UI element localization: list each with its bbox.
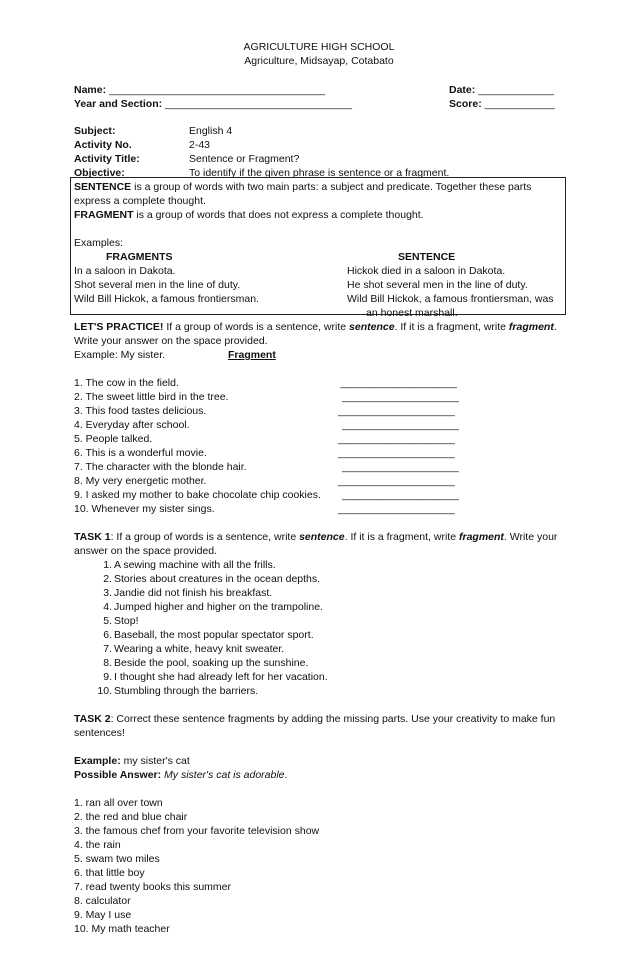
task1-item: I thought she had already left for her vacation. — [114, 671, 328, 683]
task2-item: 4. the rain — [74, 839, 121, 851]
task1-item: Stumbling through the barriers. — [114, 685, 259, 697]
subject-label: Subject: — [74, 125, 116, 137]
objective-label: Objective: — [74, 167, 125, 179]
answer-blank[interactable]: ____________________ — [338, 447, 455, 459]
task2-item: 5. swam two miles — [74, 853, 160, 865]
task2-example: Example: my sister's cat — [74, 755, 190, 767]
task1-item: Baseball, the most popular spectator sport. — [114, 629, 314, 641]
practice-instructions: LET'S PRACTICE! If a group of words is a sentence, write sentence. If it is a fragment, write fragment. — [74, 321, 557, 333]
sentence-example: Hickok died in a saloon in Dakota. — [347, 265, 506, 277]
task1-item: Beside the pool, soaking up the sunshine. — [114, 657, 309, 669]
practice-item: 10. Whenever my sister sings. — [74, 503, 215, 515]
activity-title-label: Activity Title: — [74, 153, 140, 165]
activity-no-value: 2-43 — [189, 139, 211, 151]
task2-item: 7. read twenty books this summer — [74, 881, 231, 893]
task2-item: 1. ran all over town — [74, 797, 163, 809]
answer-blank[interactable]: ____________________ — [338, 433, 455, 445]
practice-item: 4. Everyday after school. — [74, 419, 190, 431]
answer-blank[interactable]: ____________________ — [338, 405, 455, 417]
sentence-example: Wild Bill Hickok, a famous frontiersman, was — [347, 293, 554, 305]
name-field[interactable]: Name: _____________________________________ — [74, 84, 326, 96]
subject-value: English 4 — [189, 125, 233, 137]
task1-instructions: TASK 1: If a group of words is a sentence, write sentence. If it is a fragment, write fragment. Write your — [74, 531, 558, 543]
answer-blank[interactable]: ____________________ — [342, 461, 459, 473]
objective-value: To identify if the given phrase is sentence or a fragment. — [189, 167, 450, 179]
answer-blank[interactable]: ____________________ — [342, 391, 459, 403]
practice-item: 2. The sweet little bird in the tree. — [74, 391, 229, 403]
fragment-example: Shot several men in the line of duty. — [74, 279, 241, 291]
answer-blank[interactable]: ____________________ — [342, 419, 459, 431]
task1-item-number: 5. — [103, 615, 112, 627]
practice-item: 9. I asked my mother to bake chocolate chip cookies. — [74, 489, 321, 501]
practice-instructions-cont: Write your answer on the space provided. — [74, 335, 268, 347]
school-address: Agriculture, Midsayap, Cotabato — [244, 55, 394, 67]
task1-item-number: 3. — [103, 587, 112, 599]
task1-item: Stories about creatures in the ocean depths. — [114, 573, 321, 585]
answer-blank[interactable]: ____________________ — [340, 377, 457, 389]
task1-item-number: 10. — [97, 685, 112, 697]
examples-label: Examples: — [74, 237, 124, 249]
task2-item: 8. calculator — [74, 895, 131, 907]
answer-blank[interactable]: ____________________ — [338, 475, 455, 487]
practice-item: 5. People talked. — [74, 433, 153, 445]
task1-item: A sewing machine with all the frills. — [114, 559, 276, 571]
task2-item: 10. My math teacher — [74, 923, 170, 935]
task1-item-number: 7. — [103, 643, 112, 655]
task1-item: Stop! — [114, 615, 139, 627]
fragment-example: Wild Bill Hickok, a famous frontiersman. — [74, 293, 259, 305]
task1-item-number: 4. — [103, 601, 112, 613]
task1-item: Jumped higher and higher on the trampoline. — [114, 601, 323, 613]
practice-item: 8. My very energetic mother. — [74, 475, 207, 487]
task1-item-number: 1. — [103, 559, 112, 571]
task1-item-number: 8. — [103, 657, 112, 669]
activity-no-label: Activity No. — [74, 139, 132, 151]
year-section-field[interactable]: Year and Section: ________________________________ — [74, 98, 352, 110]
practice-example-answer: Fragment — [228, 349, 276, 361]
task1-item-number: 6. — [103, 629, 112, 641]
activity-title-value: Sentence or Fragment? — [189, 153, 300, 165]
answer-blank[interactable]: ____________________ — [342, 489, 459, 501]
task1-item: Wearing a white, heavy knit sweater. — [114, 643, 285, 655]
task1-item: Jandie did not finish his breakfast. — [114, 587, 273, 599]
fragment-example: In a saloon in Dakota. — [74, 265, 176, 277]
task2-item: 9. May I use — [74, 909, 132, 921]
score-field[interactable]: Score: ____________ — [449, 98, 555, 110]
sentence-header: SENTENCE — [398, 251, 456, 263]
task2-item: 6. that little boy — [74, 867, 145, 879]
date-field[interactable]: Date: _____________ — [449, 84, 555, 96]
fragments-header: FRAGMENTS — [106, 251, 173, 263]
sentence-definition: SENTENCE is a group of words with two main parts: a subject and predicate. Together these parts — [74, 181, 532, 193]
sentence-example: He shot several men in the line of duty. — [347, 279, 528, 291]
sentence-definition-cont: express a complete thought. — [74, 195, 206, 207]
task1-item-number: 9. — [103, 671, 112, 683]
practice-item: 6. This is a wonderful movie. — [74, 447, 207, 459]
school-name: AGRICULTURE HIGH SCHOOL — [243, 41, 395, 53]
task1-instructions-cont: answer on the space provided. — [74, 545, 218, 557]
practice-example: Example: My sister. — [74, 349, 166, 361]
answer-blank[interactable]: ____________________ — [338, 503, 455, 515]
sentence-example-cont: an honest marshall. — [366, 307, 458, 319]
practice-item: 7. The character with the blonde hair. — [74, 461, 247, 473]
fragment-definition: FRAGMENT is a group of words that does not express a complete thought. — [74, 209, 424, 221]
task2-instructions-cont: sentences! — [74, 727, 125, 739]
task2-instructions: TASK 2: Correct these sentence fragments by adding the missing parts. Use your creativity to make fun — [74, 713, 556, 725]
task2-possible-answer: Possible Answer: My sister's cat is adorable. — [74, 769, 288, 781]
practice-item: 3. This food tastes delicious. — [74, 405, 207, 417]
task2-item: 2. the red and blue chair — [74, 811, 188, 823]
practice-item: 1. The cow in the field. — [74, 377, 179, 389]
task1-item-number: 2. — [103, 573, 112, 585]
task2-item: 3. the famous chef from your favorite television show — [74, 825, 320, 837]
